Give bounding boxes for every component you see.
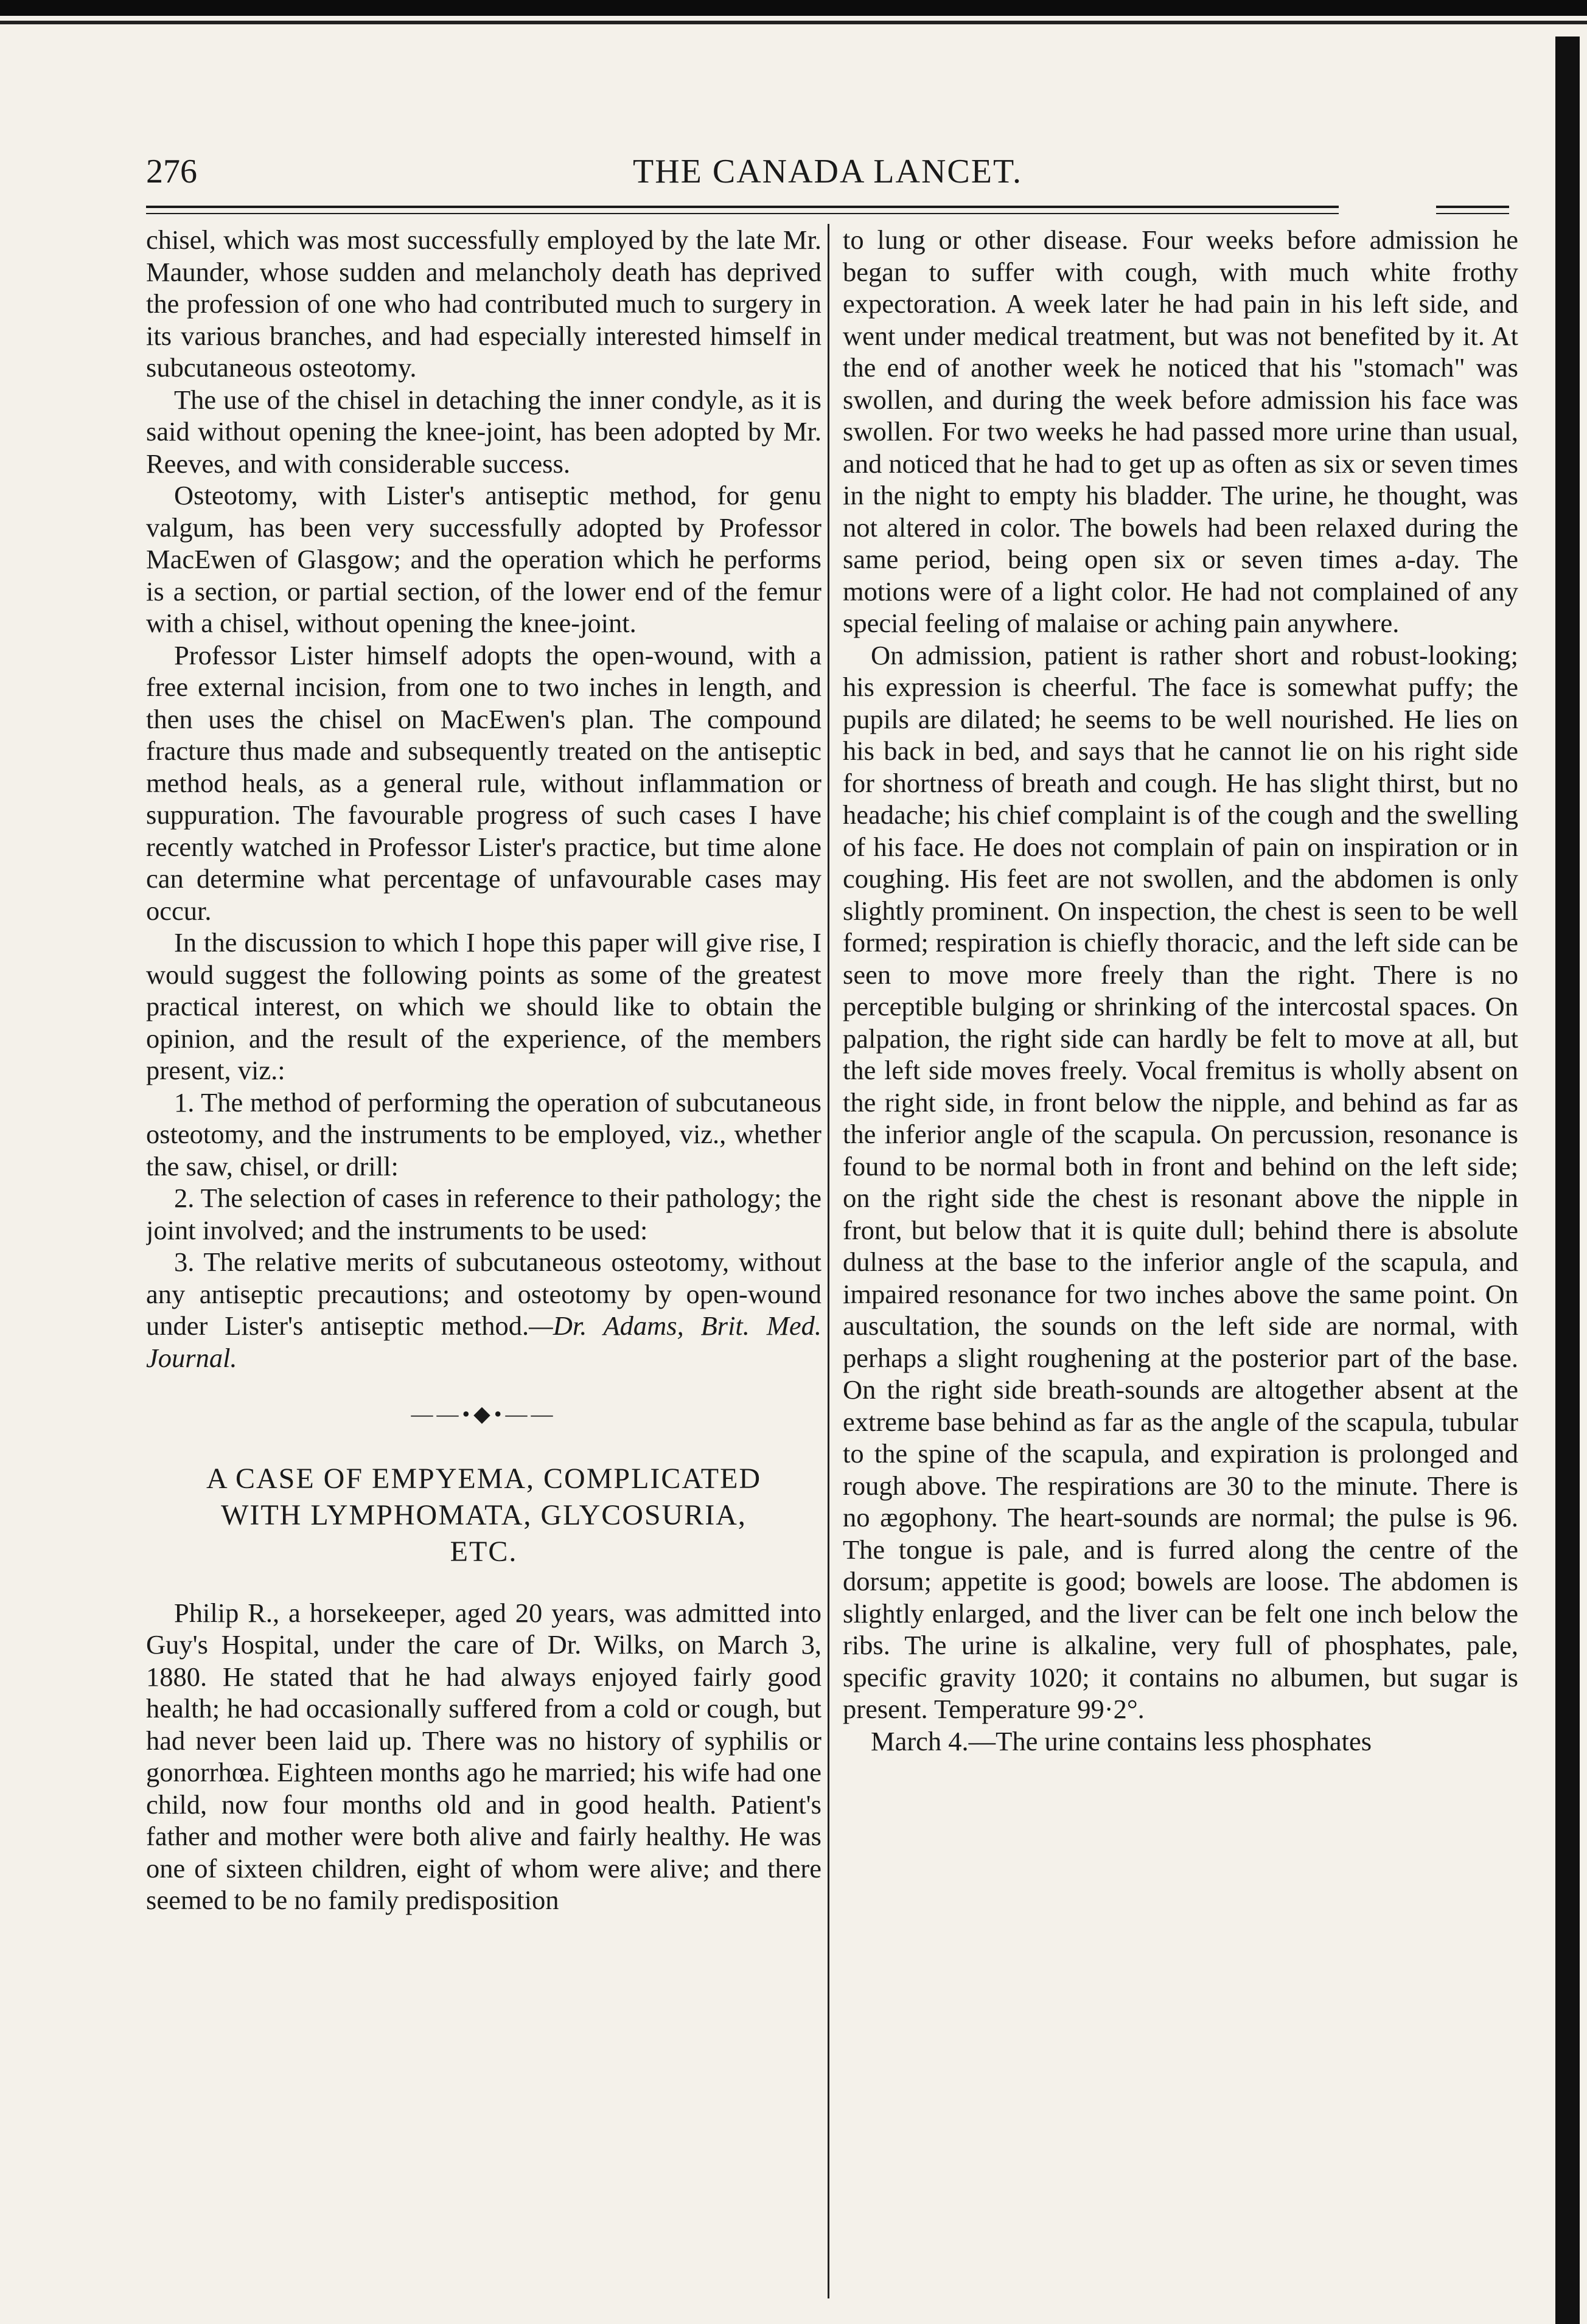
paragraph: March 4.—The urine contains less phosphates <box>871 1725 1372 1756</box>
list-item: 1. The method of performing the operation of subcutaneous osteotomy, and the instruments to be employed, viz., whether the saw, chisel, or drill: <box>146 1087 821 1181</box>
article-title <box>146 1461 821 1570</box>
paragraph: Philip R., a horsekeeper, aged 20 years, was admitted into Guy's Hospital, under the care of Dr. Wilks, on March 3, 1880. He stated that he had always enjoyed fairly good health; he had occasionally suffered from a cold or cough, but had never been laid up. There was no history of syphilis or gonorrhœa. Eighteen months ago he married; his wife had one child, now four months old and in good health. Patient's father and mother were both alive and fairly healthy. He was one of sixteen children, eight of whom were alive; and there seemed to be no family predisposition <box>146 1597 821 1915</box>
section-separator: ——•◆•—— <box>411 1402 557 1426</box>
header-rule-right-thin <box>1436 213 1509 214</box>
paragraph: On admission, patient is rather short and robust-looking; his expression is cheerful. The face is somewhat puffy; the pupils are dilated; he seems to be well nourished. He lies on his back in bed, and says that he cannot lie on his right side for shortness of breath and cough. He has slight thirst, but no headache; his chief complaint is of the cough and the swelling of his face. He does not complain of pain on inspiration or in coughing. His feet are not swollen, and the abdomen is only slightly prominent. On inspection, the chest is seen to be well formed; respiration is chiefly thoracic, and the left side can be seen to move more freely than the right. There is no perceptible bulging or shrinking of the intercostal spaces. On palpation, the right side can hardly be felt to move at all, but the left side moves freely. Vocal fremitus is wholly absent on the right side, in front below the nipple, and behind as far as the inferior angle of the scapula. On percussion, resonance is found to be normal both in front and behind on the left side; on the right side the chest is resonant above the nipple in front, but below that it is quite dull; behind there is absolute dulness at the base to the inferior angle of the scapula, and impaired resonance for two inches above the same point. On auscultation, the sounds on the left side are normal, with perhaps a slight roughening at the posterior part of the base. On the right side breath-sounds are altogether absent at the extreme base behind as far as the angle of the scapula, tubular to the spine of the scapula, and expiration is prolonged and rough above. The respirations are 30 to the minute. There is no ægophony. The heart-sounds are normal; the pulse is 96. The tongue is pale, and is furred along the centre of the dorsum; appetite is good; bowels are loose. The abdomen is slightly enlarged, and the liver can be felt one inch below the ribs. The urine is alkaline, very full of phosphates, pale, specific gravity 1020; it contains no albumen, but sugar is present. Temperature 99·2°. <box>843 639 1518 1724</box>
header-rule-left-thin <box>146 213 1339 214</box>
page-binding-edge <box>1555 37 1580 2324</box>
page-top-border <box>0 0 1587 16</box>
paragraph: to lung or other disease. Four weeks before admission he began to suffer with cough, with much white frothy expectoration. A week later he had pain in his left side, and went under medical treatment, but was not benefited by it. At the end of another week he noticed that his "stomach" was swollen, and during the week before admission his face was swollen. For two weeks he had passed more urine than usual, and noticed that he had to get up as often as six or seven times in the night to empty his bladder. The urine, he thought, was not altered in color. The bowels had been relaxed during the same period, being open six or seven times a-day. The motions were of a light color. He had not complained of any special feeling of malaise or aching pain anywhere. <box>843 224 1518 638</box>
paragraph: Osteotomy, with Lister's antiseptic method, for genu valgum, has been very successfully adopted by Professor MacEwen of Glasgow; and the operation which he performs is a section, or partial section, of the lower end of the femur with a chisel, without opening the knee-joint. <box>146 480 821 638</box>
header-rule-right <box>1436 206 1509 208</box>
paragraph: Professor Lister himself adopts the open-wound, with a free external incision, from one to two inches in length, and then uses the chisel on MacEwen's plan. The compound fracture thus made and subsequently treated on the antiseptic method heals, as a general rule, without inflammation or suppuration. The favourable progress of such cases I have recently watched in Professor Lister's practice, but time alone can determine what percentage of unfavourable cases may occur. <box>146 639 821 926</box>
list-item: 2. The selection of cases in reference to their pathology; the joint involved; and the instruments to be used: <box>146 1183 821 1245</box>
list-item-text: 3. The relative merits of subcutaneous osteotomy, without any antiseptic precautions; and osteotomy by open-wound under Lister's antiseptic method. <box>146 1247 821 1341</box>
paragraph: chisel, which was most successfully employed by the late Mr. Maunder, whose sudden and melancholy death has deprived the profession of one who had contributed much to surgery in its various branches, and had especially interested himself in subcutaneous osteotomy. <box>146 224 821 383</box>
page-top-shadow <box>0 21 1587 24</box>
article-title-line: A CASE OF EMPYEMA, COMPLICATED <box>206 1462 762 1495</box>
paragraph: The use of the chisel in detaching the inner condyle, as it is said without opening the knee-joint, has been adopted by Mr. Reeves, and with considerable success. <box>146 384 821 479</box>
column-divider <box>828 224 829 2298</box>
running-header <box>146 152 1509 201</box>
header-rule-left <box>146 206 1339 208</box>
list-item <box>146 1246 821 1374</box>
article-title-line: ETC. <box>450 1535 518 1568</box>
right-column <box>843 224 1518 2305</box>
running-title: THE CANADA LANCET. <box>632 153 1023 190</box>
page-number: 276 <box>146 153 197 190</box>
article-title-line: WITH LYMPHOMATA, GLYCOSURIA, <box>221 1498 747 1531</box>
paragraph: In the discussion to which I hope this paper will give rise, I would suggest the following points as some of the greatest practical interest, on which we should like to obtain the opinion, and the result of the experience, of the members present, viz.: <box>146 927 821 1085</box>
left-column <box>146 224 821 2305</box>
citation: —Dr. Adams, Brit. Med. Journal. <box>146 1310 821 1373</box>
